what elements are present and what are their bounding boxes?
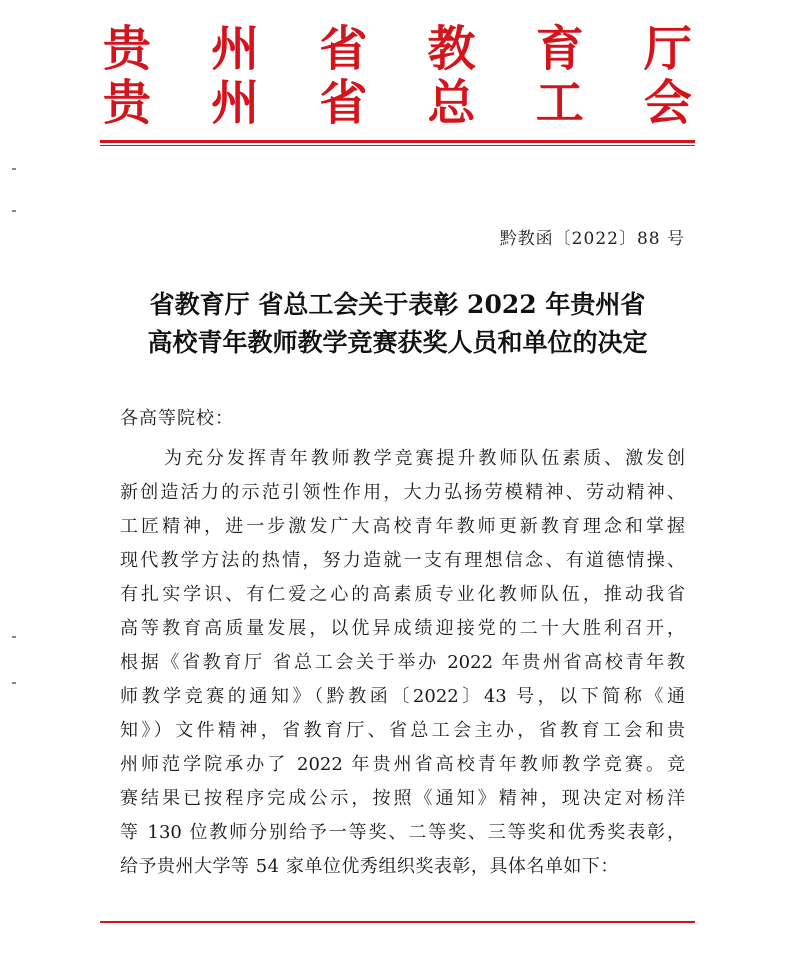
salutation: 各高等院校： — [120, 408, 234, 429]
body-line: 知》）文件精神，省教育厅、省总工会主办，省教育工会和贵 — [120, 720, 685, 741]
binding-mark — [12, 636, 16, 638]
body-line: 赛结果已按程序完成公示，按照《通知》精神，现决定对杨洋 — [120, 788, 685, 809]
title-line-1: 省教育厅 省总工会关于表彰 2022 年贵州省 — [149, 290, 646, 319]
body-line: 州师范学院承办了 2022 年贵州省高校青年教师教学竞赛。竞 — [120, 754, 685, 775]
body-line: 工匠精神，进一步激发广大高校青年教师更新教育理念和掌握 — [120, 516, 685, 537]
letterhead-char: 贵 — [102, 75, 151, 131]
letterhead-char: 州 — [211, 75, 260, 131]
footer-divider — [100, 921, 695, 923]
letterhead — [100, 22, 695, 130]
letterhead-char: 省 — [319, 75, 368, 131]
letterhead-char: 工 — [535, 75, 584, 131]
letterhead-char: 省 — [319, 21, 368, 77]
letterhead-divider-thin — [100, 145, 695, 146]
body-line: 新创造活力的示范引领性作用，大力弘扬劳模精神、劳动精神、 — [120, 482, 685, 503]
letterhead-char: 会 — [643, 75, 692, 131]
letterhead-divider — [100, 140, 695, 143]
body-paragraph — [120, 442, 685, 884]
body-line: 给予贵州大学等 54 家单位优秀组织奖表彰，具体名单如下： — [120, 856, 619, 877]
title-line-2: 高校青年教师教学竞赛获奖人员和单位的决定 — [147, 328, 648, 357]
body-line: 为充分发挥青年教师教学竞赛提升教师队伍素质、激发创 — [164, 448, 685, 469]
binding-mark — [12, 682, 16, 684]
body-line: 有扎实学识、有仁爱之心的高素质专业化教师队伍，推动我省 — [120, 584, 685, 605]
letterhead-char: 贵 — [102, 21, 151, 77]
letterhead-char: 育 — [535, 21, 584, 77]
document-number: 黔教函〔2022〕88 号 — [499, 229, 685, 249]
letterhead-char: 总 — [427, 75, 476, 131]
body-line: 根据《省教育厅 省总工会关于举办 2022 年贵州省高校青年教 — [120, 652, 685, 673]
letterhead-char: 州 — [211, 21, 260, 77]
body-line: 现代教学方法的热情，努力造就一支有理想信念、有道德情操、 — [120, 550, 685, 571]
document-title — [100, 286, 695, 362]
letterhead-char: 厅 — [643, 21, 692, 77]
letterhead-row-trade-union — [100, 76, 695, 130]
body-line: 等 130 位教师分别给予一等奖、二等奖、三等奖和优秀奖表彰， — [120, 822, 685, 843]
letterhead-char: 教 — [427, 21, 476, 77]
body-line: 高等教育高质量发展，以优异成绩迎接党的二十大胜利召开， — [120, 618, 685, 639]
binding-mark — [12, 210, 16, 212]
body-line: 师教学竞赛的通知》（黔教函〔2022〕43 号，以下简称《通 — [120, 686, 685, 707]
letterhead-row-education-department — [100, 22, 695, 76]
binding-mark — [12, 168, 16, 170]
